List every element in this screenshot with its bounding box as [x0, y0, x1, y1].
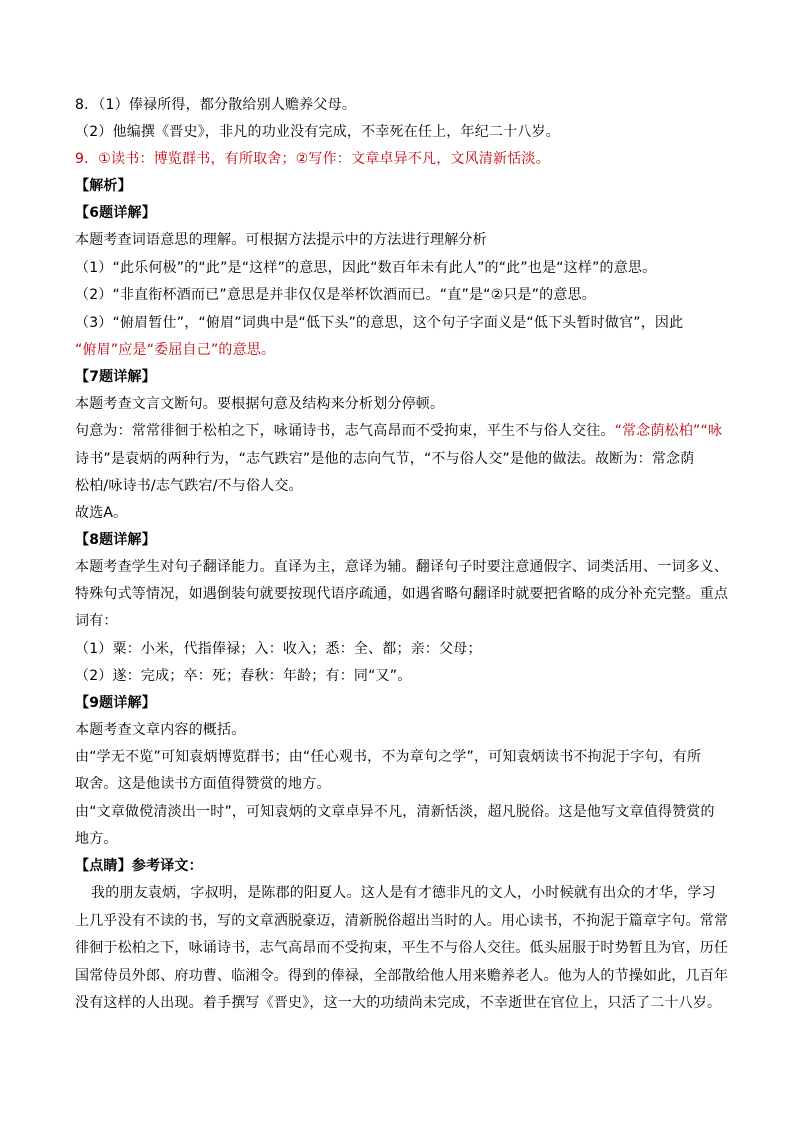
- translation-line-2: 上几乎没有不读的书，写的文章洒脱豪迈，清新脱俗超出当时的人。用心读书，不拘泥于篇章字句。常常: [75, 913, 729, 929]
- q7-answer: 故选A。: [75, 505, 128, 521]
- translation-line-5: 没有这样的人出现。着手撰写《晋史》，这一大的功绩尚未完成，不幸逝世在官位上，只活了二十八岁。: [75, 995, 722, 1011]
- q7-heading: 【7题详解】: [75, 369, 156, 385]
- q6-heading: 【6题详解】: [75, 205, 156, 221]
- q7-meaning: [75, 421, 734, 441]
- q7-meaning-end: 松柏/咏诗书/志气跌宕/不与俗人交。: [75, 478, 303, 494]
- answer-9: 9．①读书：博览群书，有所取舍；②写作：文章卓异不凡，文风清新恬淡。: [75, 151, 550, 167]
- q9-writing-1: 由“文章做傥清淡出一时”，可知袁炳的文章卓异不凡，清新恬淡，超凡脱俗。这是他写文章值得赞赏的: [75, 804, 715, 820]
- q6-item-1: （1）“此乐何极”的“此”是“这样”的意思，因此“数百年未有此人”的“此”也是“这样”的意思。: [75, 260, 657, 276]
- q9-heading: 【9题详解】: [75, 695, 156, 711]
- q8-intro-2: 特殊句式等情况，如遇倒装句就要按现代语序疏通，如遇省略句翻译时就要把省略的成分补充完整。重点: [75, 586, 729, 602]
- q6-intro: 本题考查词语意思的理解。可根据方法提示中的方法进行理解分析: [75, 232, 487, 248]
- analysis-heading: 【解析】: [75, 178, 132, 194]
- q9-intro: 本题考查文章内容的概括。: [75, 722, 246, 738]
- q8-item-2: （2）遂：完成；卒：死；春秋：年龄；有：同“又”。: [75, 668, 412, 684]
- q7-meaning-cont: 诗书”是袁炳的两种行为，“志气跌宕”是他的志向气节，“不与俗人交”是他的做法。故断为：常念荫: [75, 451, 695, 467]
- translation-line-1: 我的朋友袁炳，字叔明，是陈郡的阳夏人。这人是有才德非凡的文人，小时候就有出众的才华，学习: [91, 885, 716, 901]
- q7-meaning-text: 句意为：常常徘徊于松柏之下，咏诵诗书，志气高昂而不受拘束，平生不与俗人交往。: [75, 423, 615, 439]
- q8-intro-1: 本题考查学生对句子翻译能力。直译为主，意译为辅。翻译句子时要注意通假字、词类活用、一词多义、: [75, 559, 729, 575]
- q7-meaning-highlight: “常念荫松柏”“咏: [614, 423, 723, 439]
- q8-heading: 【8题详解】: [75, 532, 156, 548]
- q6-item-3: （3）“俯眉暂仕”，“俯眉”词典中是“低下头”的意思，这个句子字面义是“低下头暂时做官”，因此: [75, 315, 684, 331]
- q9-writing-2: 地方。: [75, 831, 118, 847]
- answer-8-part-1: 8．（1）俸禄所得，都分散给别人赡养父母。: [75, 97, 357, 113]
- q6-item-2: （2）“非直衔杯酒而已”意思是并非仅仅是举杯饮酒而已。“直”是“②只是”的意思。: [75, 287, 596, 303]
- answer-8-part-2: （2）他编撰《晋史》，非凡的功业没有完成，不幸死在任上，年纪二十八岁。: [75, 124, 560, 140]
- q9-reading-1: 由“学无不览”可知袁炳博览群书；由“任心观书，不为章句之学”，可知袁炳读书不拘泥于字句，有所: [75, 749, 702, 765]
- translation-line-4: 国常侍员外郎、府功曹、临湘令。得到的俸禄，全部散给他人用来赡养老人。他为人的节操如此，几百年: [75, 968, 729, 984]
- dianjing-heading: 【点睛】参考译文：: [75, 858, 203, 874]
- q8-intro-3: 词有：: [75, 613, 118, 629]
- q9-reading-2: 取舍。这是他读书方面值得赞赏的地方。: [75, 776, 331, 792]
- q6-item-3-cont: “俯眉”应是“委屈自己”的意思。: [75, 342, 276, 358]
- q8-item-1: （1）粟：小米，代指俸禄；入：收入；悉：全、都；亲：父母；: [75, 641, 482, 657]
- q7-intro: 本题考查文言文断句。要根据句意及结构来分析划分停顿。: [75, 396, 445, 412]
- translation-line-3: 徘徊于松柏之下，咏诵诗书，志气高昂而不受拘束，平生不与俗人交往。低头屈服于时势暂且为官，历任: [75, 940, 729, 956]
